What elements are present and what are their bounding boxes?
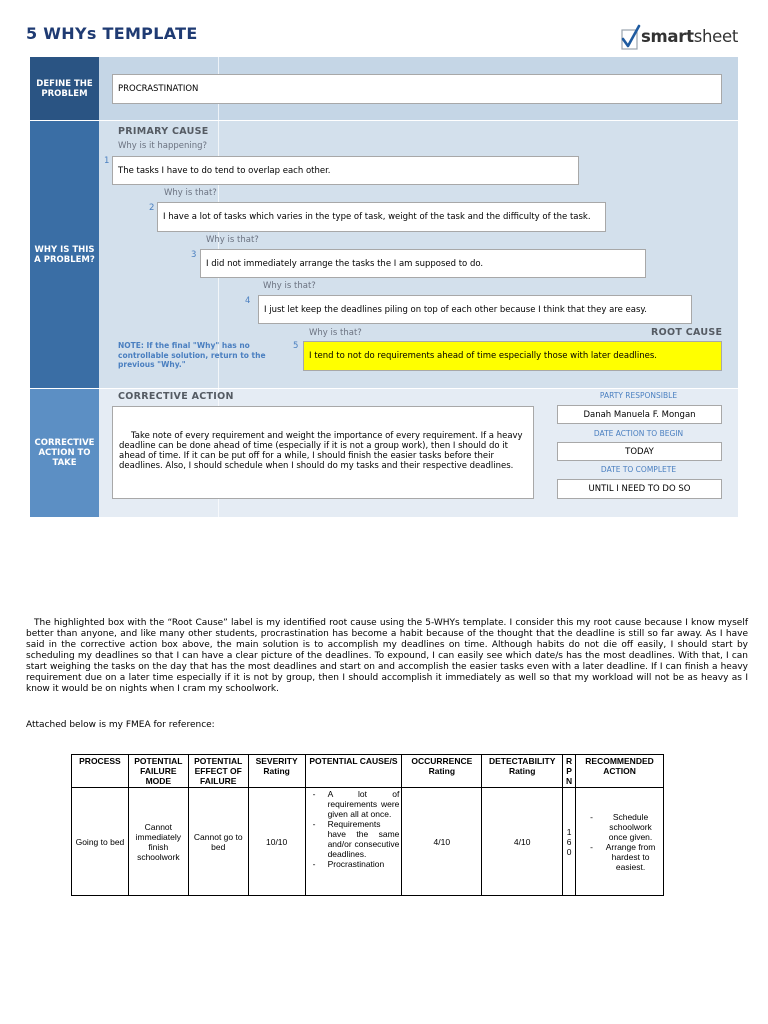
list-item: - Requirements have the same and/or consecutive deadlines. — [308, 819, 400, 859]
corrective-action-heading: CORRECTIVE ACTION — [118, 391, 234, 402]
causes-list — [308, 789, 400, 869]
column-header: PROCESS — [72, 755, 129, 788]
primary-cause-label: PRIMARY CAUSE — [118, 126, 209, 137]
column-header: POTENTIAL FAILURE MODE — [128, 755, 188, 788]
table-header-row — [72, 755, 664, 788]
why-prompt-4: Why is that? — [263, 281, 316, 291]
column-header: OCCURRENCE Rating — [402, 755, 482, 788]
corrective-action-label: CORRECTIVE ACTION TO TAKE — [30, 389, 99, 517]
why-field-4[interactable]: I just let keep the deadlines piling on top of each other because I think that they are easy. — [258, 295, 692, 324]
attachment-note: Attached below is my FMEA for reference: — [26, 720, 215, 730]
table-cell: Going to bed — [72, 788, 129, 896]
why-field-1[interactable]: The tasks I have to do tend to overlap each other. — [112, 156, 579, 185]
define-problem-label: DEFINE THE PROBLEM — [30, 57, 99, 120]
table-cell — [576, 788, 664, 896]
corrective-action-field[interactable]: Take note of every requirement and weight the importance of every requirement. If a heavy deadline can be done ahead of time (especially if it is not a group work), then I should do it ahead of time. If it can be put off for a while, I should finish the easier tasks before their deadlines. Also, I should schedule when I should do my tasks and their respective deadlines. — [112, 406, 534, 499]
table-cell: 4/10 — [482, 788, 563, 896]
root-cause-label: ROOT CAUSE — [651, 327, 723, 338]
date-complete-field[interactable]: UNTIL I NEED TO DO SO — [557, 479, 722, 499]
column-header: RECOMMENDED ACTION — [576, 755, 664, 788]
column-header: R P N — [563, 755, 576, 788]
why-number-1: 1 — [104, 156, 110, 166]
date-begin-label: DATE ACTION TO BEGIN — [593, 429, 684, 438]
party-responsible-label: PARTY RESPONSIBLE — [599, 391, 678, 400]
why-prompt-1: Why is it happening? — [118, 141, 208, 151]
party-responsible-field[interactable]: Danah Manuela F. Mongan — [557, 405, 722, 424]
table-cell: Cannot go to bed — [188, 788, 248, 896]
explanation-paragraph: The highlighted box with the “Root Cause” label is my identified root cause using the 5-WHYs template. I consider this my root cause because I know myself better than anyone, and like many other students, procrastination has become a habit because of the thought that the deadline is still so far away. As I have said in the corrective action box above, the main solution is to accomplish my deadlines on time. Although habits do not die off easily, I should start by scheduling my deadlines so that I can have a clear picture of the deadlines. To expound, I can easily see which date/s has the most deadlines. With that, I can start weighing the tasks on the day that has the most deadlines and start on and accomplish the easier tasks even with a later deadline. If I can finish a heavy requirement due on a later time especially if it is not by group, then I should accomplish it immediately as well so that my workload will not be as heavy as I know it would be on nights when I cram my schoolwork. — [26, 618, 748, 694]
why-problem-label: WHY IS THIS A PROBLEM? — [30, 121, 99, 388]
why-prompt-3: Why is that? — [206, 235, 259, 245]
why-field-3[interactable]: I did not immediately arrange the tasks the I am supposed to do. — [200, 249, 646, 278]
page-title: 5 WHYs TEMPLATE — [26, 24, 198, 43]
fmea-table — [71, 754, 664, 896]
table-cell — [305, 788, 402, 896]
why-prompt-5: Why is that? — [309, 328, 362, 338]
list-item: - Procrastination — [308, 859, 400, 869]
list-item: - Schedule schoolwork once given. — [578, 812, 661, 842]
column-header: SEVERITY Rating — [248, 755, 305, 788]
column-header: DETECTABILITY Rating — [482, 755, 563, 788]
date-complete-label: DATE TO COMPLETE — [600, 465, 677, 474]
actions-list — [578, 812, 661, 872]
table-cell: 10/10 — [248, 788, 305, 896]
why-field-2[interactable]: I have a lot of tasks which varies in the type of task, weight of the task and the difficulty of the task. — [157, 202, 606, 232]
why-number-4: 4 — [245, 296, 251, 306]
table-cell: 4/10 — [402, 788, 482, 896]
section-divider — [30, 388, 738, 389]
table-row — [72, 788, 664, 896]
section-divider — [30, 120, 738, 121]
why-number-3: 3 — [191, 250, 197, 260]
list-item: - Arrange from hardest to easiest. — [578, 842, 661, 872]
column-header: POTENTIAL EFFECT OF FAILURE — [188, 755, 248, 788]
problem-field[interactable]: PROCRASTINATION — [112, 74, 722, 104]
table-cell: Cannot immediately finish schoolwork — [128, 788, 188, 896]
why-number-5: 5 — [293, 341, 299, 351]
why-number-2: 2 — [149, 203, 155, 213]
checkmark-logo-icon — [619, 24, 641, 52]
smartsheet-logo — [619, 24, 737, 52]
why-prompt-2: Why is that? — [164, 188, 217, 198]
list-item: - A lot of requirements were given all at once. — [308, 789, 400, 819]
date-begin-field[interactable]: TODAY — [557, 442, 722, 461]
note-text: NOTE: If the final "Why" has no controllable solution, return to the previous "Why." — [118, 341, 266, 369]
column-header: POTENTIAL CAUSE/S — [305, 755, 402, 788]
logo-wordmark: smartsheet — [641, 27, 739, 46]
root-cause-field[interactable]: I tend to not do requirements ahead of time especially those with later deadlines. — [303, 341, 722, 371]
table-cell: 1 6 0 — [563, 788, 576, 896]
